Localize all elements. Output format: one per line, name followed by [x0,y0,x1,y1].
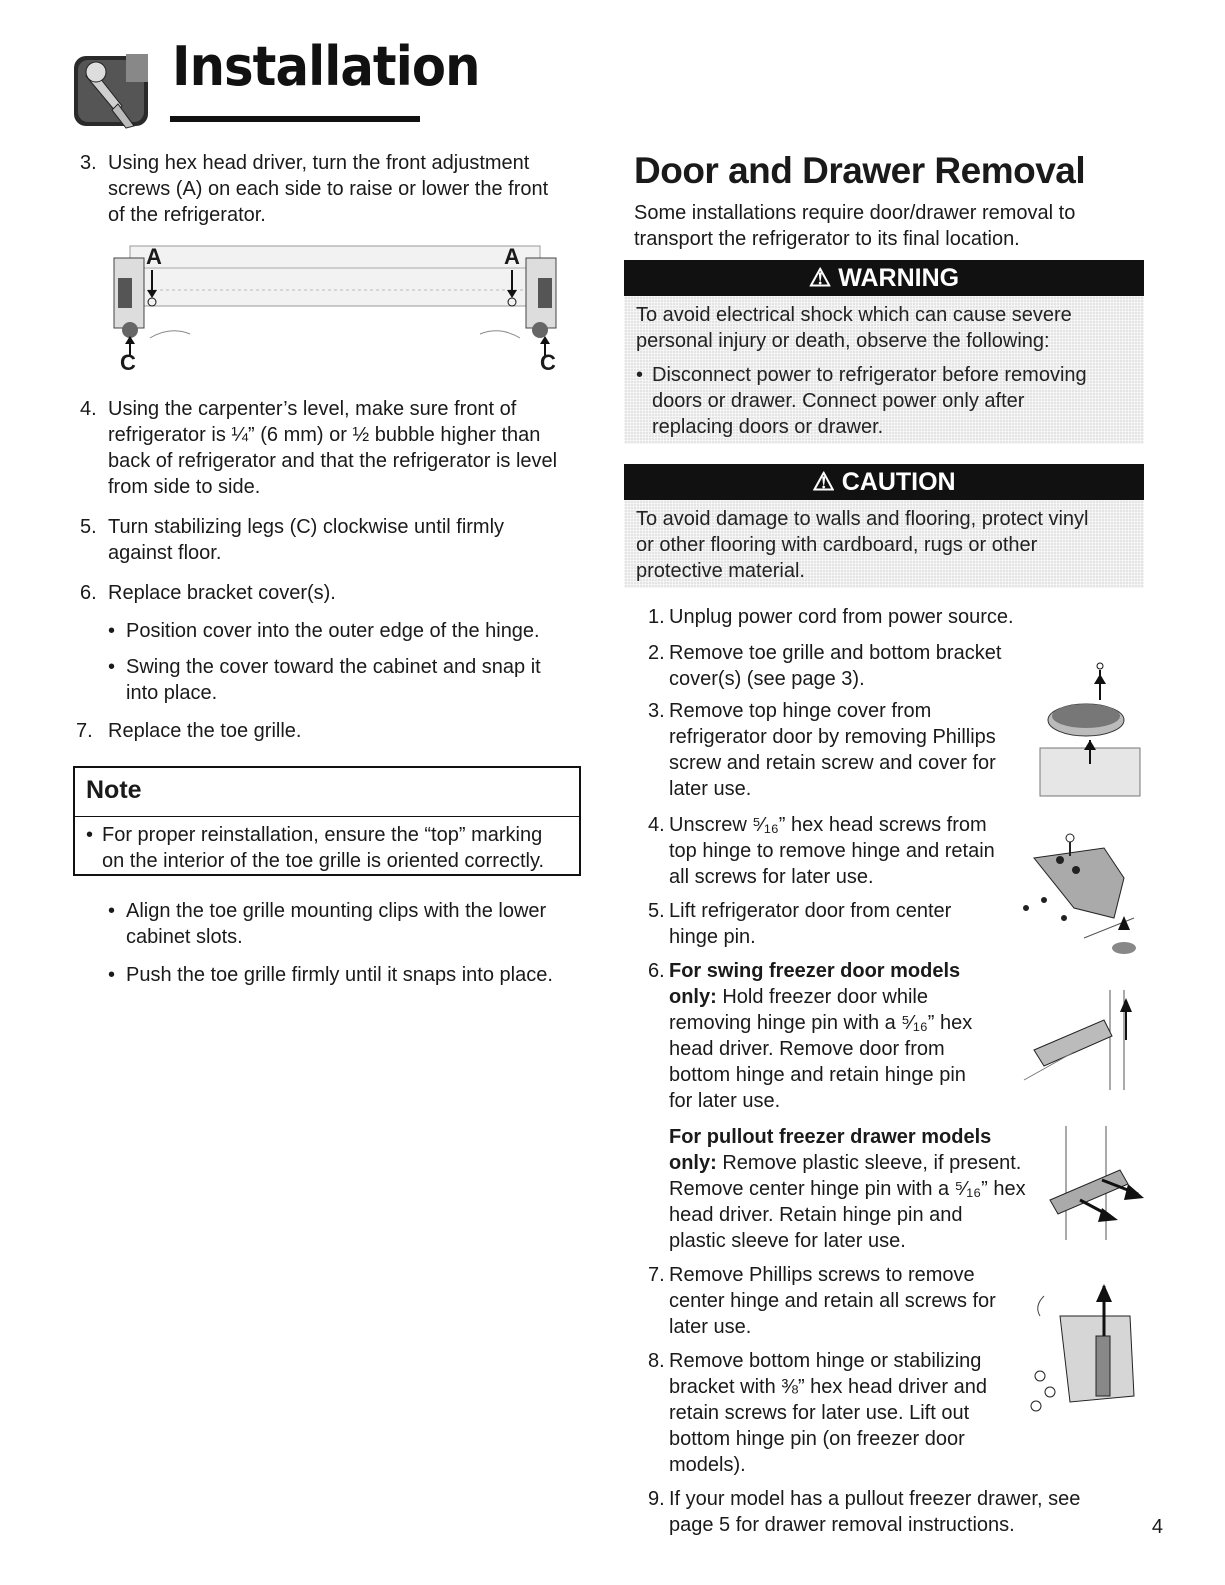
left-bullet-align: • Align the toe grille mounting clips with the lower cabinet slots. [108,900,547,948]
wrench-tool-icon [74,50,152,130]
figure-label-a-left: A [146,244,162,269]
figure-label-a-right: A [504,244,520,269]
step-line: Using the carpenter’s level, make sure front of [108,398,517,420]
caution-banner: ⚠ CAUTION [624,464,1144,500]
page-number: 4 [1151,1516,1163,1538]
right-step-8: 8. Remove bottom hinge or stabilizing bracket with ⅜” hex head driver and retain screws for later use. Lift out bottom hinge pin (on freezer door models). [648,1350,987,1476]
left-step-3: 3. Using hex head driver, turn the front adjustment screws (A) on each side to raise or lower the front of the refrigerator. [80,150,600,228]
step-line: against floor. [108,542,222,564]
figure-label-c-right: C [540,350,556,375]
left-bullet-push: • Push the toe grille firmly until it snaps into place. [108,964,553,986]
title-underline [170,116,420,122]
left-step-6: 6. Replace bracket cover(s). [80,580,600,606]
figure-label-c-left: C [120,350,136,375]
warning-banner: ⚠ WARNING [624,260,1144,296]
note-title: Note [86,776,142,804]
note-divider [75,816,579,817]
step-line: back of refrigerator and that the refrigerator is level [108,450,558,472]
section-title: Door and Drawer Removal [634,150,1086,191]
right-step-6: 6. For swing freezer door models only: Hold freezer door while removing hinge pin with a ⁵⁄₁₆” hex head driver. Remove door from bottom hinge and retain hinge pin for later use. [648,960,973,1112]
left-bullet-swing: • Swing the cover toward the cabinet and snap it into place. [108,656,541,704]
right-step-5: 5. Lift refrigerator door from center hinge pin. [648,900,952,948]
warning-body: To avoid electrical shock which can cause severe personal injury or death, observe the following: • Disconnect power to refrigerator before removing doors or drawer. Connect power only after replacing doors or drawer. [624,296,1144,444]
right-step-3: 3. Remove top hinge cover from refrigerator door by removing Phillips screw and retain screw and cover for later use. [648,700,996,800]
right-step-6b: For pullout freezer drawer models only: Remove plastic sleeve, if present. Remove center hinge pin with a ⁵⁄₁₆” hex head driver. Retain hinge pin and plastic sleeve for later use. [669,1126,1026,1252]
center-hinge-pin-illustration [1010,1120,1150,1250]
right-step-7: 7. Remove Phillips screws to remove center hinge and retain all screws for later use. [648,1264,996,1338]
section-intro: Some installations require door/drawer removal to transport the refrigerator to its final location. [634,202,1076,250]
bottom-hinge-bracket-illustration [1020,1276,1150,1426]
right-step-4: 4. Unscrew ⁵⁄₁₆” hex head screws from top hinge to remove hinge and retain all screws for later use. [648,814,995,888]
top-hinge-cover-illustration [1030,660,1148,800]
left-step-4: 4. Using the carpenter’s level, make sure front of refrigerator is ¼” (6 mm) or ½ bubble higher than back of refrigerator and that the refrigerator is level from side to side. [80,396,600,500]
right-step-2: 2. Remove toe grille and bottom bracket cover(s) (see page 3). [648,642,1002,690]
warning-bullet: • Disconnect power to refrigerator before removing doors or drawer. Connect power only after replacing doors or drawer. [636,364,1087,438]
page-title: Installation [172,35,480,98]
step-line: from side to side. [108,476,261,498]
right-step-9: 9. If your model has a pullout freezer drawer, see page 5 for drawer removal instructions. [648,1488,1081,1536]
step-line: Turn stabilizing legs (C) clockwise until firmly [108,516,505,538]
adjustment-screws-figure [100,238,570,378]
step-line: screws (A) on each side to raise or lower the front [108,178,549,200]
left-step-5: 5. Turn stabilizing legs (C) clockwise until firmly against floor. [80,514,600,566]
bottom-hinge-pin-illustration [1014,980,1144,1100]
caution-body: To avoid damage to walls and flooring, protect vinyl or other flooring with cardboard, rugs or other protective material. [624,500,1144,588]
top-hinge-screws-illustration [1014,808,1148,968]
step-line: Replace bracket cover(s). [108,582,336,604]
step-line: of the refrigerator. [108,204,266,226]
step-line: Replace the toe grille. [108,720,302,742]
step-line: Using hex head driver, turn the front adjustment [108,152,530,174]
right-step-1: 1. Unplug power cord from power source. [648,606,1014,628]
note-bullet: • For proper reinstallation, ensure the “top” marking on the interior of the toe grille is oriented correctly. [86,824,545,872]
left-bullet-position: • Position cover into the outer edge of the hinge. [108,620,540,642]
step-line: refrigerator is ¼” (6 mm) or ½ bubble higher than [108,424,541,446]
left-step-7: 7. Replace the toe grille. [76,718,596,744]
